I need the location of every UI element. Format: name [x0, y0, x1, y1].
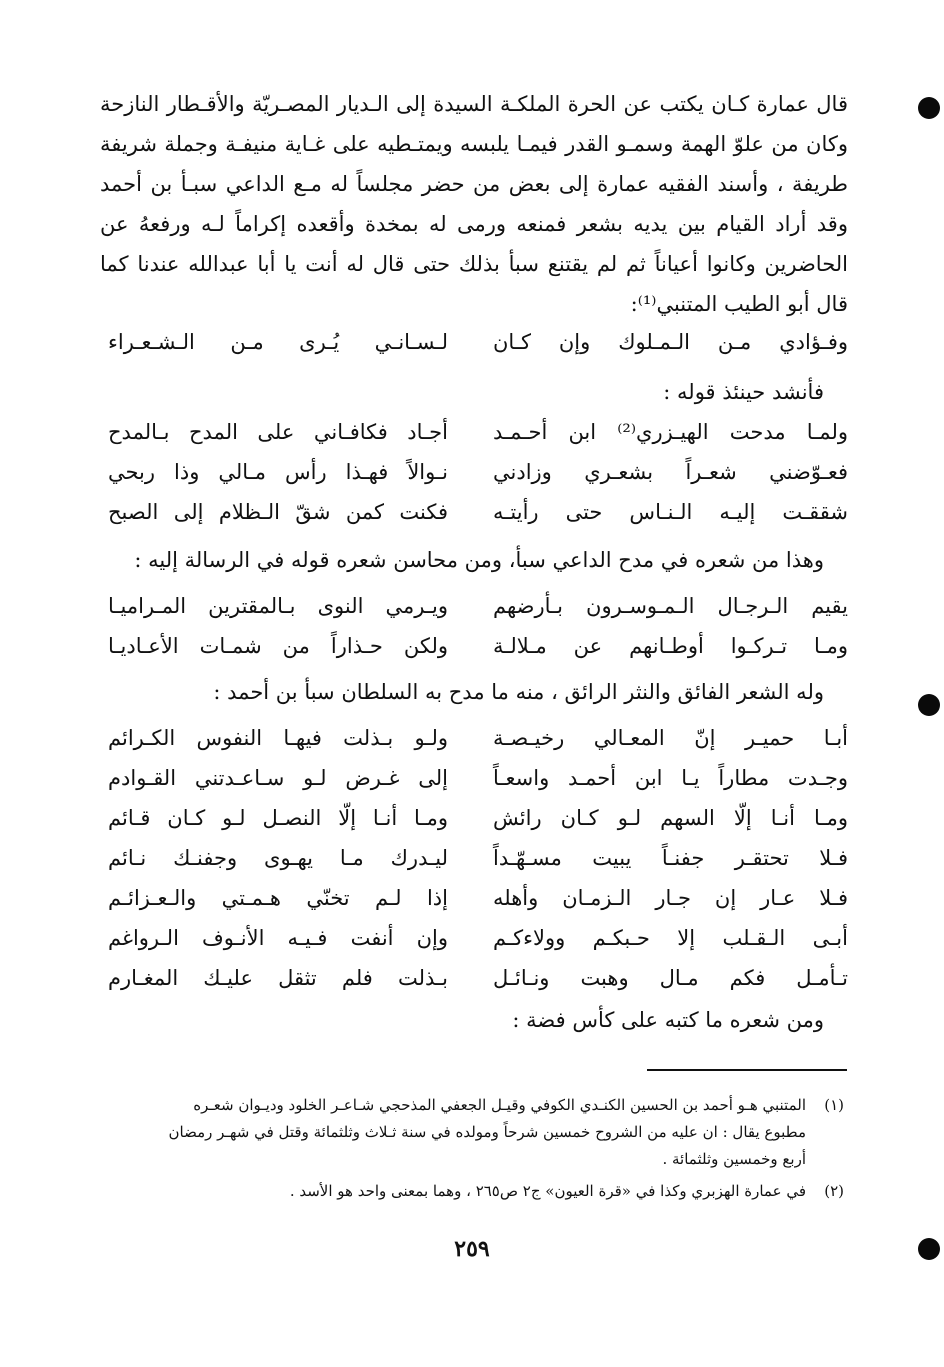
footnote-text-continued: أربع وخمسين وثلثمائة .	[662, 1150, 806, 1168]
verse-second-hemistich: ولكن حـذاراً من شمـات الأعـاديـا	[108, 634, 448, 658]
verse-second-hemistich: إلى غـرض لـو سـاعـدتني القـوادم	[108, 766, 448, 790]
footnote-text: المتنبي هـو أحمد بن الحسين الكنـدي الكوفي وقيـل الجعفي المذحجي شـاعـر الخلود وديـوان شعـره	[193, 1096, 806, 1114]
scan-hole-dot	[918, 694, 940, 716]
verse-line	[100, 420, 848, 460]
verse-line	[100, 460, 848, 500]
footnote-number: (١)	[824, 1096, 844, 1114]
verse-second-hemistich: فكنت كمن شقّ الـظلام إلى الصبح	[108, 500, 448, 524]
verse-second-hemistich: ومـا أنـا إلّا النصـل لـو كـان قـائم	[108, 806, 448, 830]
scan-hole-dot	[918, 97, 940, 119]
verse-first-hemistich: شققـت إليـه الـنـاس حتى رأيتـه	[493, 500, 848, 524]
verse-second-hemistich: لـسـانـي يُـرى مـن الـشـعـراء	[108, 330, 448, 354]
verse-first-hemistich: فـلا تحتقـر جفنـاً يبيت مسـهّـداً	[493, 846, 848, 870]
verse-first-hemistich: وفـؤادي مـن الـمـلوك وإن كـان	[493, 330, 848, 354]
verse-line	[100, 846, 848, 886]
footnote-divider	[647, 1069, 847, 1071]
verse-second-hemistich: ليـدرك مـا يهـوى وجفنـك نـائم	[108, 846, 448, 870]
verse-second-hemistich: ولـو بـذلت فيهـا النفوس الكـرائم	[108, 726, 448, 750]
verse-line	[100, 766, 848, 806]
verse-first-hemistich: وجـدت مطاراً يـا ابن أحمـد واسعـاً	[493, 766, 848, 790]
verse-line	[100, 966, 848, 1006]
verse-second-hemistich: وإن أنفت فـيـه الأنـوف الـرواغم	[108, 926, 448, 950]
verse-line	[100, 594, 848, 634]
verse-first-hemistich: أبـا حميـر إنّ المعـالي رخيـصـة	[493, 726, 848, 750]
section-intro-line: ومن شعره ما كتبه على كأس فضة :	[512, 1008, 824, 1032]
verse-first-hemistich: أبـى الـقـلب إلا حـبكـم وولاءكـم	[493, 926, 848, 950]
verse-first-hemistich: فـلا عـار إن جـار الـزمـان وأهله	[493, 886, 848, 910]
verse-second-hemistich: أجـاد فكافـاني على المدح بـالمدح	[108, 420, 448, 444]
verse-first-hemistich: يقيم الـرجـال الـمـوسـرون بـأرضهم	[493, 594, 848, 618]
verse-first-hemistich: فعـوّضني شعـراً بشعـري وزادني	[493, 460, 848, 484]
intro-paragraph: قال عمارة كـان يكتب عن الحرة الملكـة السيدة إلى الـديار المصـريّة والأقـطار النازحة وكان من علوّ الهمة وسمـو القدر فيمـا يلبسه ويمتـطيه على غـاية منيفـة وجملة شريفة طريفة ، وأسند الفقيه عمارة إلى بعض من حضر مجلساً له مـع الداعي سبـأ بن أحمد وقد أراد القيام بين يديه بشعر فمنعه ورمى له بمخدة وأقعده إكراماً لـه ورفعهُ عن الحاضرين وكانوا أعياناً ثم لم يقتنع سبأ بذلك حتى قال له أنت يا أبا عبدالله عندنا كما قال أبو الطيب المتنبي⁽¹⁾:	[100, 92, 848, 316]
section-intro-line: فأنشد حينئذ قوله :	[663, 380, 824, 404]
verse-line	[100, 634, 848, 674]
verse-second-hemistich: ويـرمي النوى بـالمقترين المـراميـا	[108, 594, 448, 618]
verse-first-hemistich: ولمـا مدحت الهيـزري⁽²⁾ ابن أحـمـد	[493, 420, 848, 444]
verse-first-hemistich: ومـا تـركـوا أوطـانهم عن مـلالـة	[493, 634, 848, 658]
verse-line	[100, 330, 848, 370]
page-number: ٢٥٩	[454, 1236, 490, 1262]
verse-line	[100, 500, 848, 540]
section-intro-line: وله الشعر الفائق والنثر الرائق ، منه ما مدح به السلطان سبأ بن أحمد :	[213, 680, 824, 704]
footnote	[100, 1092, 844, 1173]
verse-line	[100, 926, 848, 966]
section-intro-line: وهذا من شعره في مدح الداعي سبأ، ومن محاسن شعره قوله في الرسالة إليه :	[134, 548, 824, 572]
verse-second-hemistich: إذا لـم تخنّي هـمـتي والـعـزائـم	[108, 886, 448, 910]
footnote-number: (٢)	[824, 1182, 844, 1200]
verse-first-hemistich: ومـا أنـا إلّا السهم لـو كـان رائش	[493, 806, 848, 830]
verse-line	[100, 886, 848, 926]
verse-line	[100, 806, 848, 846]
footnote-text: في عمارة الهزبري وكذا في «قرة العيون» ج٢ ص٢٦٥ ، وهما بمعنى واحد هو الأسد .	[289, 1182, 806, 1200]
verse-first-hemistich: تـأمـل فكم مـال وهبت ونـائـل	[493, 966, 848, 990]
verse-line	[100, 726, 848, 766]
footnote-text-continued: مطبوع يقال : ان عليه من الشروح خمسين شرحاً ومولده في سنة ثـلاث وثلثمائة وقتل في شهـر رمضان	[168, 1123, 806, 1141]
footnote	[100, 1178, 844, 1205]
verse-second-hemistich: نـوالاً فهـذا رأس مـالي وذا ربحي	[108, 460, 448, 484]
verse-second-hemistich: بـذلت فلم تثقل عليـك المغـارم	[108, 966, 448, 990]
